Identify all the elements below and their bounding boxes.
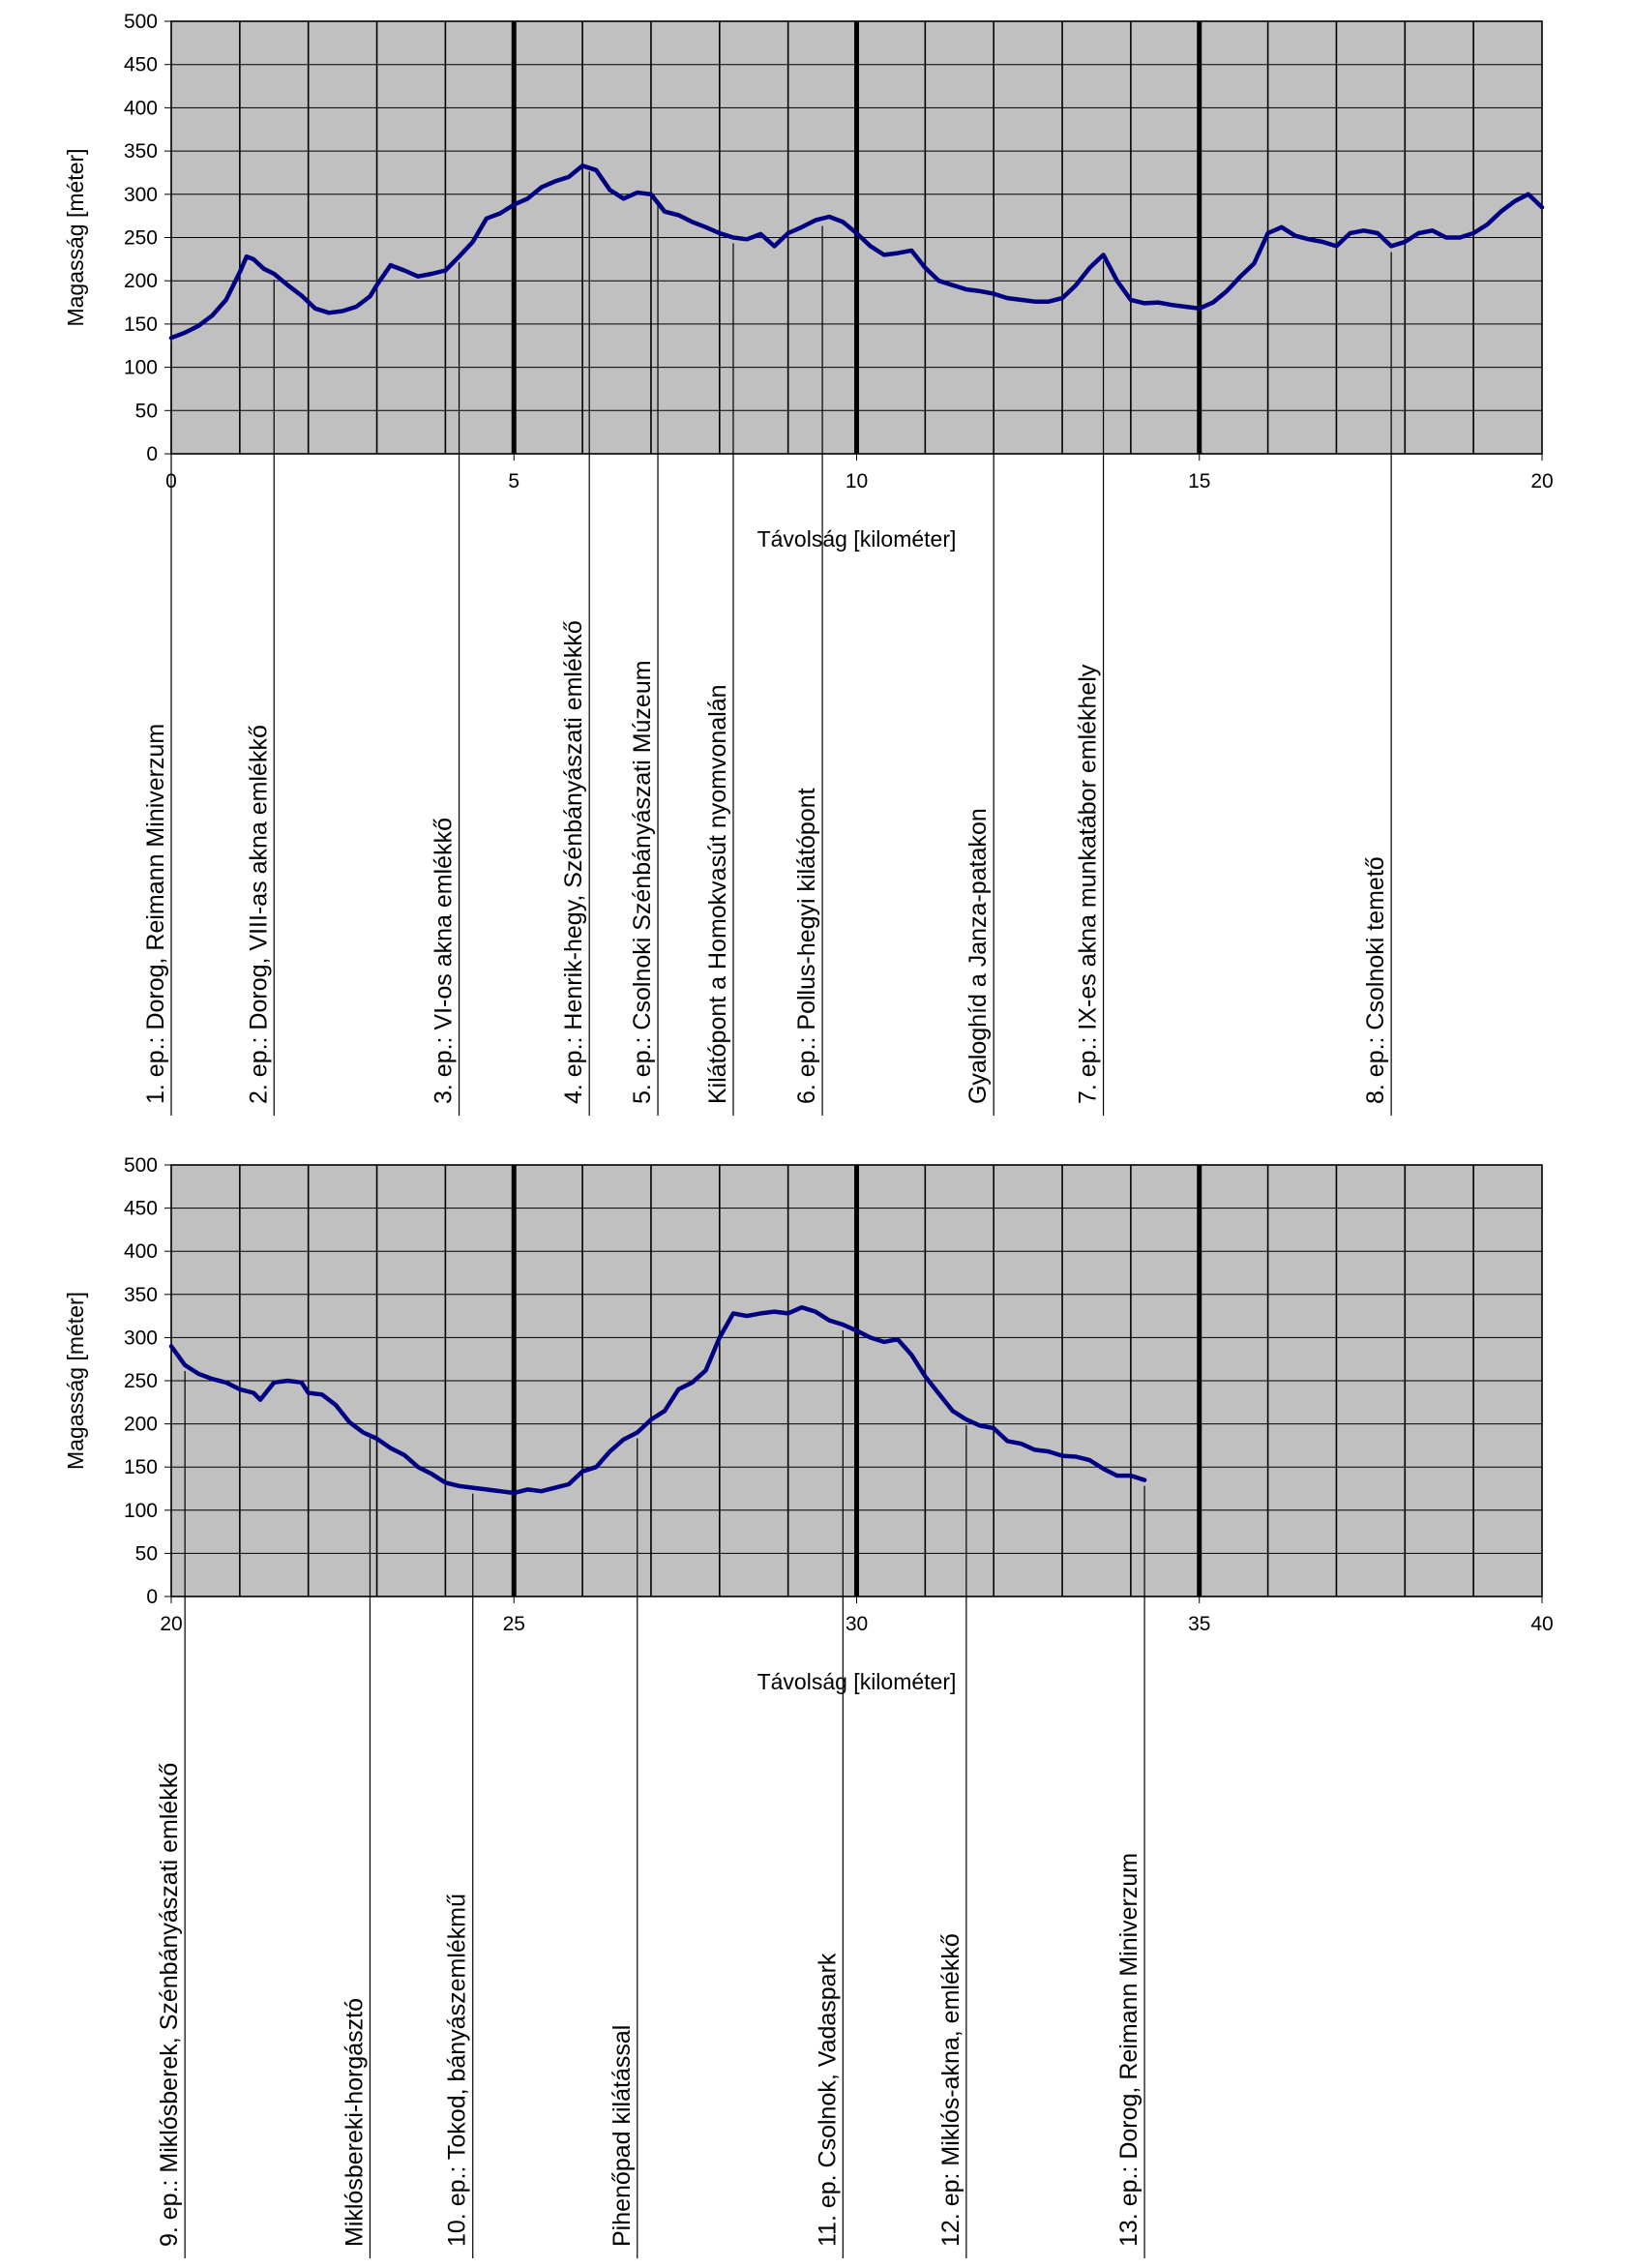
annotation-label: 6. ep.: Pollus-hegyi kilátópont [793,788,821,1104]
annotation-label: 10. ep.: Tokod, bányászemlékmű [443,1893,471,2247]
y-tick-label: 400 [123,97,158,120]
y-tick-label: 0 [146,1586,158,1608]
annotation-label: 2. ep.: Dorog, VIII-as akna emlékkő [245,725,273,1104]
x-axis-title: Távolság [kilométer] [757,526,957,552]
x-tick-label: 0 [165,470,177,492]
x-tick-label: 30 [845,1613,869,1635]
x-tick-label: 20 [1530,470,1554,492]
y-tick-label: 300 [123,183,158,206]
annotation-label: 1. ep.: Dorog, Reimann Miniverzum [142,723,169,1104]
annotation-label: 9. ep.: Miklósberek, Szénbányászati emlékkő [156,1762,184,2247]
annotation-label: 5. ep.: Csolnoki Szénbányászati Múzeum [629,660,657,1104]
y-axis-title: Magasság [méter] [63,1291,88,1471]
annotation-label: Miklósbereki-horgásztó [341,1997,369,2247]
x-tick-label: 35 [1188,1613,1211,1635]
y-tick-label: 150 [123,1456,158,1479]
y-tick-label: 200 [123,270,158,293]
annotation-label: 3. ep.: VI-os akna emlékkő [430,818,458,1104]
y-tick-label: 100 [123,1499,158,1522]
annotation-label: Gyaloghíd a Janza-patakon [964,808,993,1104]
annotation-label: Kilátópont a Homokvasút nyomvonalán [703,684,731,1104]
elevation-chart-1 [63,11,1554,1116]
y-tick-label: 200 [123,1413,158,1436]
x-tick-label: 15 [1188,470,1211,492]
y-axis-title: Magasság [méter] [63,148,88,327]
y-tick-label: 150 [123,313,158,336]
annotation-label: 4. ep.: Henrik-hegy, Szénbányászati emlékkő [560,620,588,1104]
y-tick-label: 450 [123,1197,158,1220]
y-tick-label: 400 [123,1240,158,1264]
x-axis-title: Távolság [kilométer] [757,1669,957,1694]
annotation-label: 13. ep.: Dorog, Reimann Miniverzum [1115,1852,1143,2247]
y-tick-label: 350 [123,140,158,164]
y-tick-label: 250 [123,226,158,250]
elevation-chart-2 [63,1154,1554,2258]
x-tick-label: 5 [508,470,520,492]
x-tick-label: 20 [160,1613,183,1635]
annotation-label: 8. ep.: Csolnoki temető [1362,856,1390,1104]
y-tick-label: 50 [134,400,158,423]
y-tick-label: 100 [123,356,158,379]
y-tick-label: 50 [134,1542,158,1566]
annotation-label: 12. ep: Miklós-akna, emlékkő [936,1933,964,2247]
y-tick-label: 250 [123,1370,158,1392]
x-tick-label: 40 [1530,1613,1554,1635]
y-tick-label: 500 [123,1154,158,1177]
annotation-label: Pihenőpad kilátással [608,2024,636,2247]
y-tick-label: 0 [146,443,158,465]
y-tick-label: 300 [123,1327,158,1350]
annotation-label: 7. ep.: IX-es akna munkatábor emlékhely [1074,664,1102,1104]
x-tick-label: 10 [845,470,869,492]
y-tick-label: 500 [123,11,158,33]
y-tick-label: 350 [123,1283,158,1306]
x-tick-label: 25 [502,1613,525,1635]
annotation-label: 11. ep. Csolnok, Vadaspark [814,1953,842,2247]
y-tick-label: 450 [123,53,158,76]
